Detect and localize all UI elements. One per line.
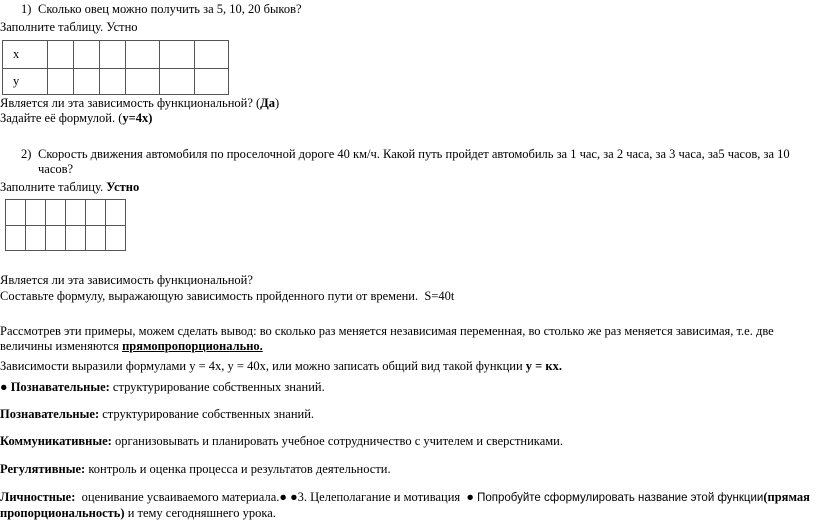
task1-formula-answer: у=4х [122,111,149,125]
conclusion-line2: величины изменяются прямопропорционально. [0,339,263,353]
task1-formula-question: Задайте её формулой. (у=4х) [0,111,153,125]
task1-functional-question: Является ли эта зависимость функциональной? (Да) [0,96,280,110]
task2-formula-answer: S=40t [424,289,455,303]
bullet-icon: ● [0,380,8,394]
bullet-icon: ● [466,490,474,504]
task1-row-x-label: x [3,41,48,69]
uud-personal-line2: пропорциональность) и тему сегодняшнего урока. [0,506,276,520]
task1-functional-answer: Да [260,96,276,110]
task1-question: Сколько овец можно получить за 5, 10, 20 быков? [38,2,302,16]
task2-question-line1: Скорость движения автомобиля по проселочной дороге 40 км/ч. Какой путь пройдет автомобиль за 1 час, за 2 часа, за 3 часа, за5 часов, за 10 [38,147,790,161]
task2-formula-question: Составьте формулу, выражающую зависимость пройденного пути от времени. S=40t [0,289,455,303]
bullet-icon: ● [290,490,298,504]
task1-row-y-label: y [3,69,48,95]
bullet-icon: ● [279,490,287,504]
formulas-line: Зависимости выразили формулами у = 4х, у = 40х, или можно записать общий вид такой функции у = кх. [0,359,562,373]
conclusion-term: прямопропорционально. [122,339,263,353]
uud-personal-line1: Личностные: оценивание усваиваемого материала.● ●3. Целеполагание и мотивация ● Попробуйте сформулировать название этой функции(прямая [0,490,810,504]
task2-table [5,199,126,251]
task2-functional-question: Является ли эта зависимость функциональной? [0,273,253,287]
uud-bullet-line: ● Познавательные: структурирование собственных знаний. [0,380,325,394]
task2-number: 2) [21,147,32,161]
task2-question-line2: часов? [38,162,74,176]
task2-fill-table: Заполните таблицу. Устно [0,180,140,194]
task1-number: 1) [21,2,32,16]
conclusion-line1: Рассмотрев эти примеры, можем сделать вывод: во сколько раз меняется независимая переменная, во столько же раз меняется зависимая, т.е. две [0,324,774,338]
uud-regulatory: Регулятивные: контроль и оценка процесса и результатов деятельности. [0,462,391,476]
uud-cognitive: Познавательные: структурирование собственных знаний. [0,407,315,421]
general-formula: у = кх. [525,359,562,373]
task1-table [2,40,229,95]
task1-fill-table: Заполните таблицу. Устно [0,20,138,34]
uud-communicative: Коммуникативные: организовывать и планировать учебное сотрудничество с учителем и сверстниками. [0,434,563,448]
